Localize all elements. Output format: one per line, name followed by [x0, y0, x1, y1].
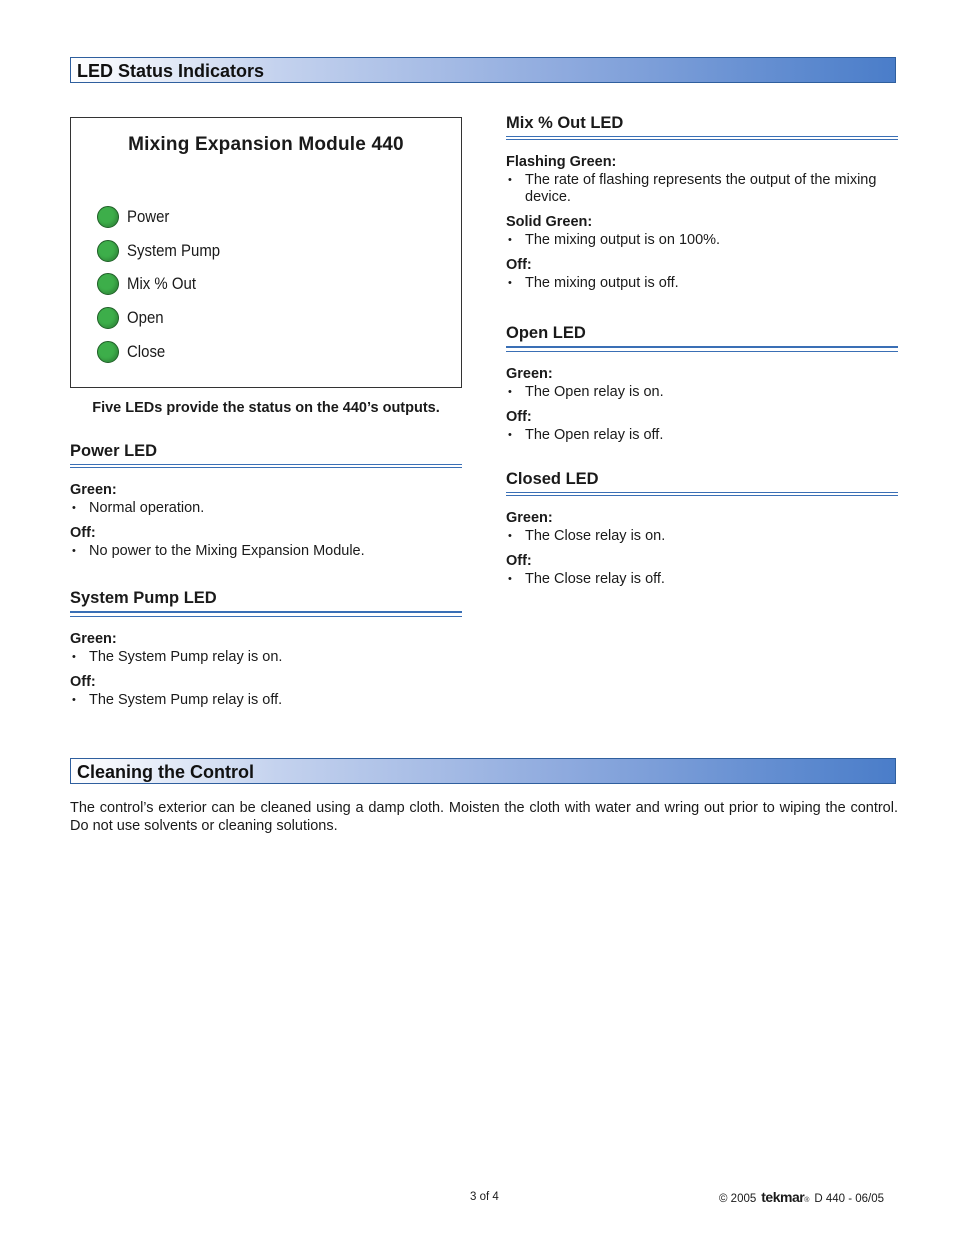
- heading-rule: [506, 346, 898, 352]
- led-label: System Pump: [127, 241, 221, 260]
- section-banner-cleaning: [70, 758, 896, 784]
- heading-rule: [70, 464, 462, 468]
- led-mix-out: [97, 271, 205, 297]
- closed-led-section: [506, 470, 898, 588]
- heading-rule: [506, 492, 898, 496]
- led-open: [97, 305, 169, 331]
- bullet-item: • The Close relay is off.: [506, 571, 898, 588]
- bullet-item: • No power to the Mixing Expansion Module.: [70, 543, 462, 560]
- section-banner-led-status: [70, 57, 896, 83]
- bullet-item: • The mixing output is on 100%.: [506, 232, 898, 249]
- page-number: 3 of 4: [470, 1191, 499, 1203]
- state-label: Off:: [506, 409, 532, 425]
- led-label: Mix % Out: [127, 274, 196, 293]
- bullet-item: • The Close relay is on.: [506, 528, 898, 545]
- state-label: Off:: [506, 553, 532, 569]
- led-indicator-icon: [97, 307, 119, 329]
- led-indicator-icon: [97, 240, 119, 262]
- heading-rule: [70, 611, 462, 617]
- bullet-item: • The System Pump relay is on.: [70, 649, 462, 666]
- footer-credit: [719, 1189, 884, 1205]
- led-indicator-icon: [97, 206, 119, 228]
- mix-out-led-section: [506, 114, 898, 292]
- state-label: Green:: [506, 366, 553, 382]
- module-diagram: [70, 117, 462, 388]
- state-label: Off:: [70, 525, 96, 541]
- state-label: Green:: [70, 631, 117, 647]
- bullet-item: • The Open relay is off.: [506, 427, 898, 444]
- section-heading: Mix % Out LED: [506, 114, 624, 132]
- open-led-section: [506, 324, 898, 444]
- registered-icon: ®: [804, 1197, 810, 1204]
- led-power: [97, 204, 175, 230]
- section-heading: System Pump LED: [70, 589, 217, 607]
- section-title: LED Status Indicators: [77, 61, 265, 81]
- state-label: Flashing Green:: [506, 154, 617, 170]
- led-label: Open: [127, 308, 164, 327]
- heading-rule: [506, 136, 898, 140]
- section-title: Cleaning the Control: [77, 762, 254, 782]
- state-label: Off:: [506, 257, 532, 273]
- led-indicator-icon: [97, 341, 119, 363]
- brand-logo: tekmar: [761, 1189, 805, 1205]
- led-system-pump: [97, 238, 233, 264]
- module-caption: Five LEDs provide the status on the 440’s outputs.: [92, 400, 440, 416]
- led-close: [97, 339, 170, 365]
- led-label: Power: [127, 207, 170, 226]
- section-heading: Closed LED: [506, 470, 599, 488]
- section-heading: Power LED: [70, 442, 158, 460]
- cleaning-paragraph: The control’s exterior can be cleaned using a damp cloth. Moisten the cloth with water and wring out prior to wiping the control. Do not use solvents or cleaning solutions.: [70, 800, 898, 834]
- bullet-item: • Normal operation.: [70, 500, 462, 517]
- led-label: Close: [127, 342, 166, 361]
- bullet-item: • The rate of flashing represents the output of the mixing device.: [506, 172, 898, 206]
- bullet-item: • The Open relay is on.: [506, 384, 898, 401]
- bullet-item: • The mixing output is off.: [506, 275, 898, 292]
- power-led-section: [70, 442, 462, 560]
- doc-code: D 440 - 06/05: [814, 1193, 885, 1205]
- copyright: © 2005: [719, 1193, 757, 1205]
- state-label: Green:: [70, 482, 117, 498]
- section-heading: Open LED: [506, 324, 586, 342]
- module-title: Mixing Expansion Module 440: [128, 134, 404, 155]
- bullet-item: • The System Pump relay is off.: [70, 692, 462, 709]
- state-label: Solid Green:: [506, 214, 593, 230]
- led-indicator-icon: [97, 273, 119, 295]
- state-label: Green:: [506, 510, 553, 526]
- system-pump-led-section: [70, 589, 462, 709]
- state-label: Off:: [70, 674, 96, 690]
